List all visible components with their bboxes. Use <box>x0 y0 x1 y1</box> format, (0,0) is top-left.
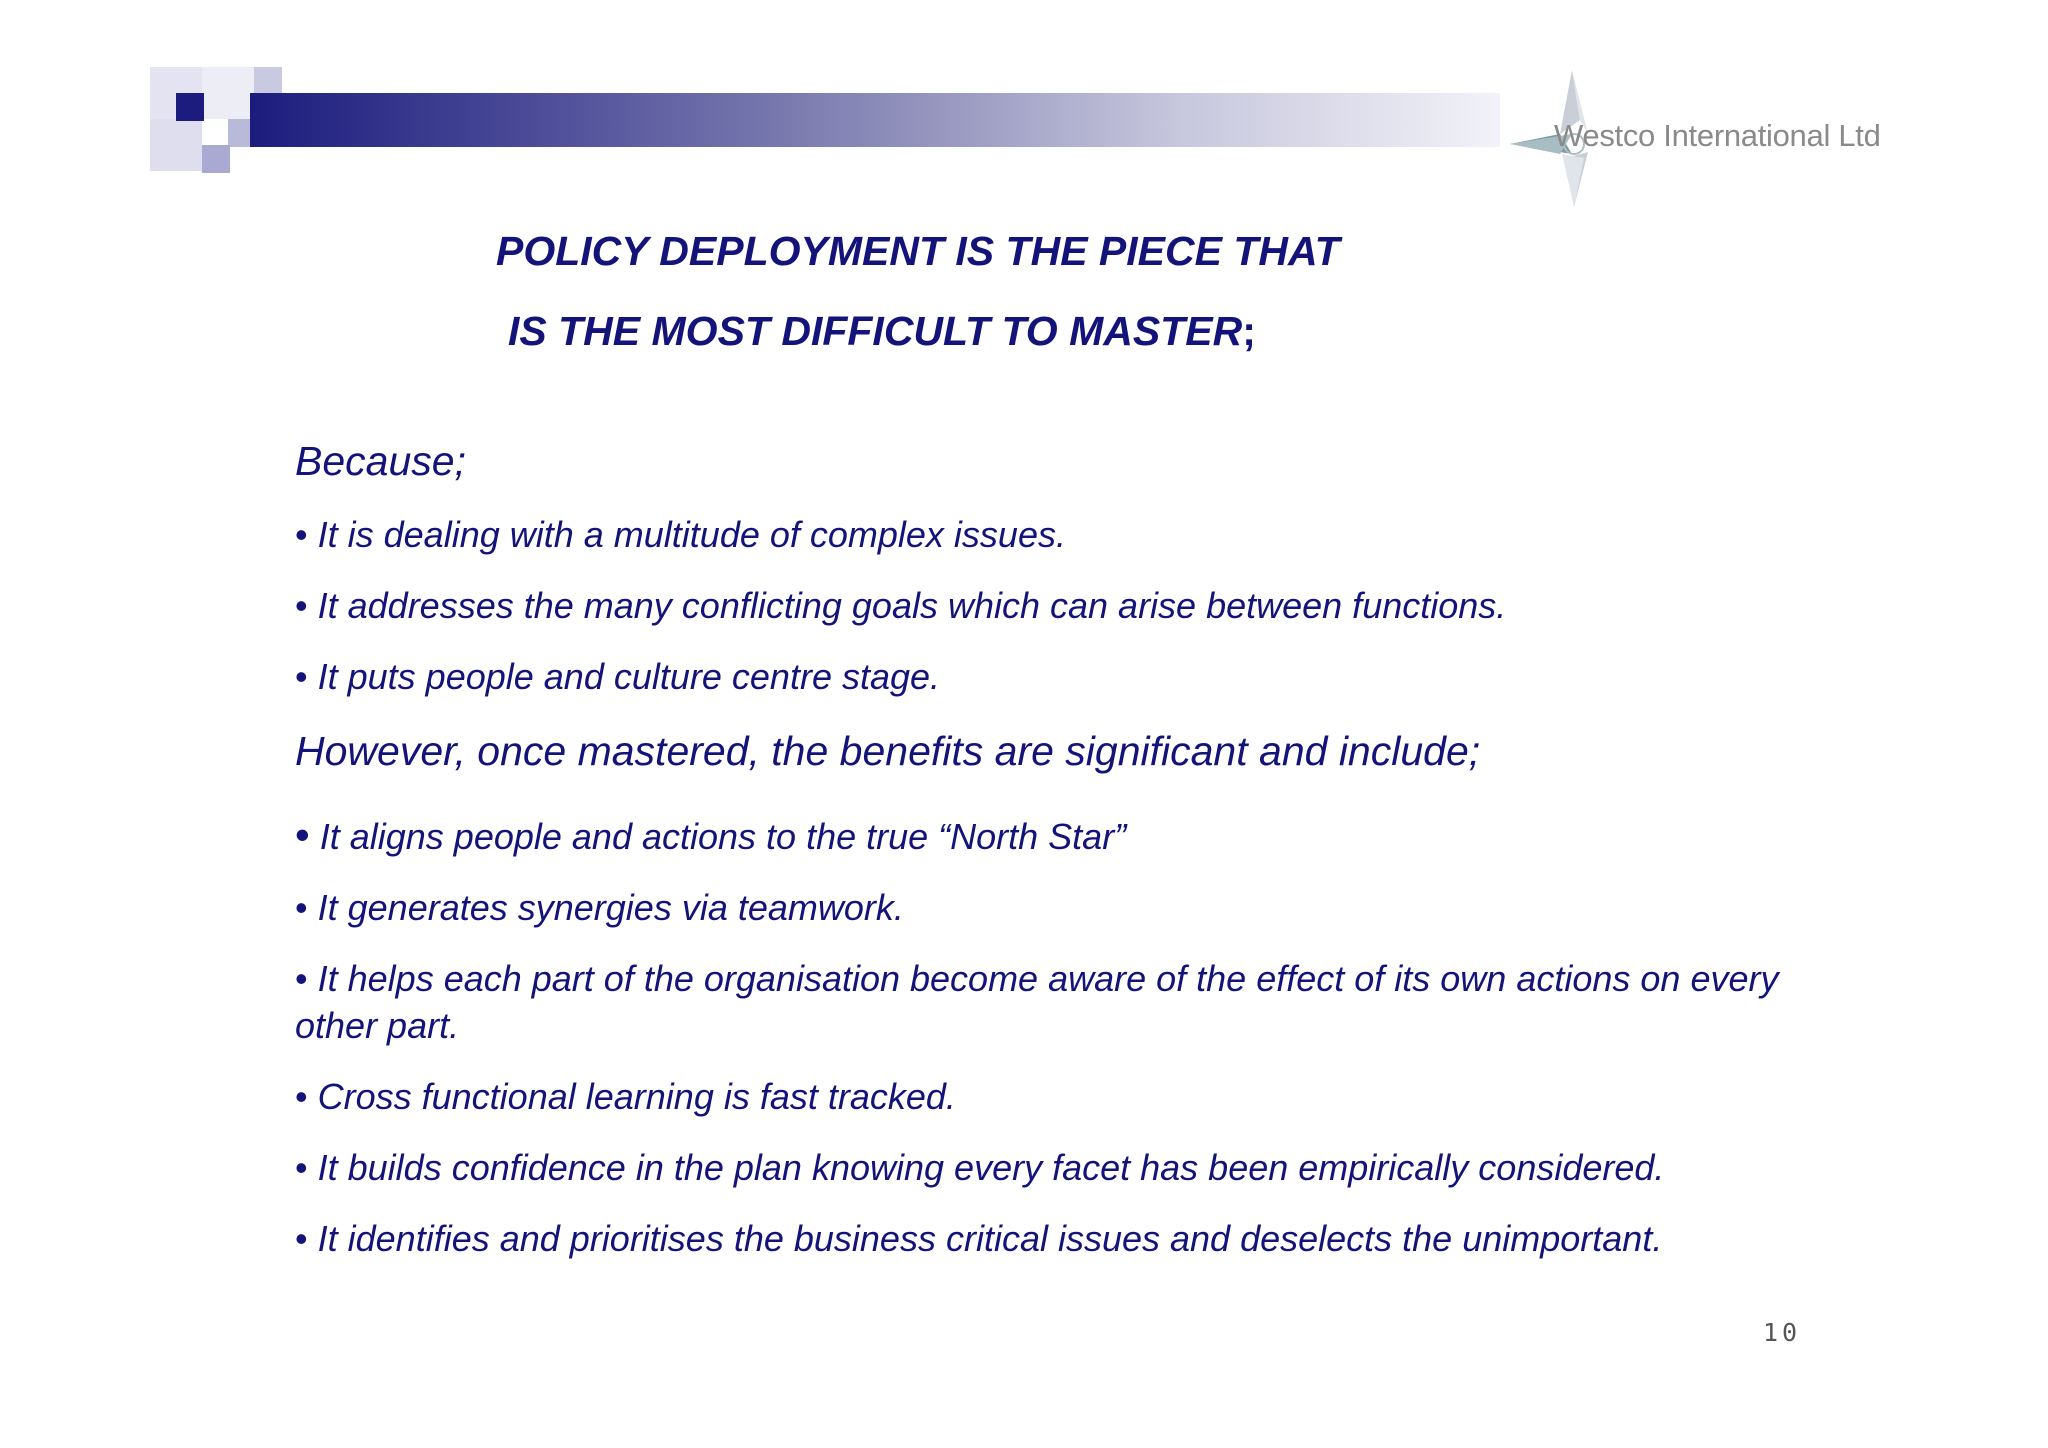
bullet-dot: • <box>295 1076 308 1117</box>
bullet-text: Cross functional learning is fast tracked. <box>317 1076 956 1117</box>
slide-title-line-2-suffix: ; <box>1242 308 1256 354</box>
because-heading: Because; <box>295 438 466 484</box>
company-logo-text: Westco International Ltd <box>1554 118 1881 153</box>
bullet-dot: • <box>295 514 308 555</box>
benefits-bullet-3 <box>295 955 1855 1049</box>
benefits-bullet-4 <box>295 1073 1855 1120</box>
decor-square <box>176 93 204 121</box>
bullet-text: It is dealing with a multitude of complex issues. <box>317 514 1066 555</box>
bullet-text: It puts people and culture centre stage. <box>317 656 941 697</box>
benefits-bullet-1 <box>295 811 1855 860</box>
slide-title-line-1: POLICY DEPLOYMENT IS THE PIECE THAT <box>496 228 1340 274</box>
bullet-text: It identifies and prioritises the business critical issues and deselects the unimportant. <box>317 1218 1663 1259</box>
bullet-dot: • <box>295 958 308 999</box>
bullet-dot: • <box>295 1147 308 1188</box>
slide-title-line-2-text: IS THE MOST DIFFICULT TO MASTER <box>508 308 1243 354</box>
decor-square <box>202 145 230 173</box>
bullet-text: It generates synergies via teamwork. <box>317 887 904 928</box>
decor-square <box>202 67 254 119</box>
bullet-text: It addresses the many conflicting goals which can arise between functions. <box>317 585 1507 626</box>
bullet-dot: • <box>295 585 308 626</box>
bullet-text: It helps each part of the organisation become aware of the effect of its own actions on every other part. <box>295 958 1779 1046</box>
benefits-bullet-2 <box>295 884 1855 931</box>
benefits-bullet-5 <box>295 1144 1855 1191</box>
bullet-dot: • <box>295 656 308 697</box>
slide-title-line-2 <box>508 308 1256 355</box>
bullet-dot: • <box>295 811 310 858</box>
benefits-heading: However, once mastered, the benefits are significant and include; <box>295 728 1481 774</box>
decor-square <box>150 119 202 171</box>
header-gradient-bar <box>250 93 1500 147</box>
because-bullet-1 <box>295 511 1855 558</box>
page-number: 10 <box>1763 1318 1802 1347</box>
bullet-dot: • <box>295 887 308 928</box>
bullet-dot: • <box>295 1218 308 1259</box>
bullet-text: It builds confidence in the plan knowing every facet has been empirically considered. <box>317 1147 1665 1188</box>
because-bullet-3 <box>295 653 1855 700</box>
benefits-bullet-6 <box>295 1215 1855 1262</box>
because-bullet-2 <box>295 582 1855 629</box>
bullet-text: It aligns people and actions to the true “North Star” <box>319 816 1127 857</box>
